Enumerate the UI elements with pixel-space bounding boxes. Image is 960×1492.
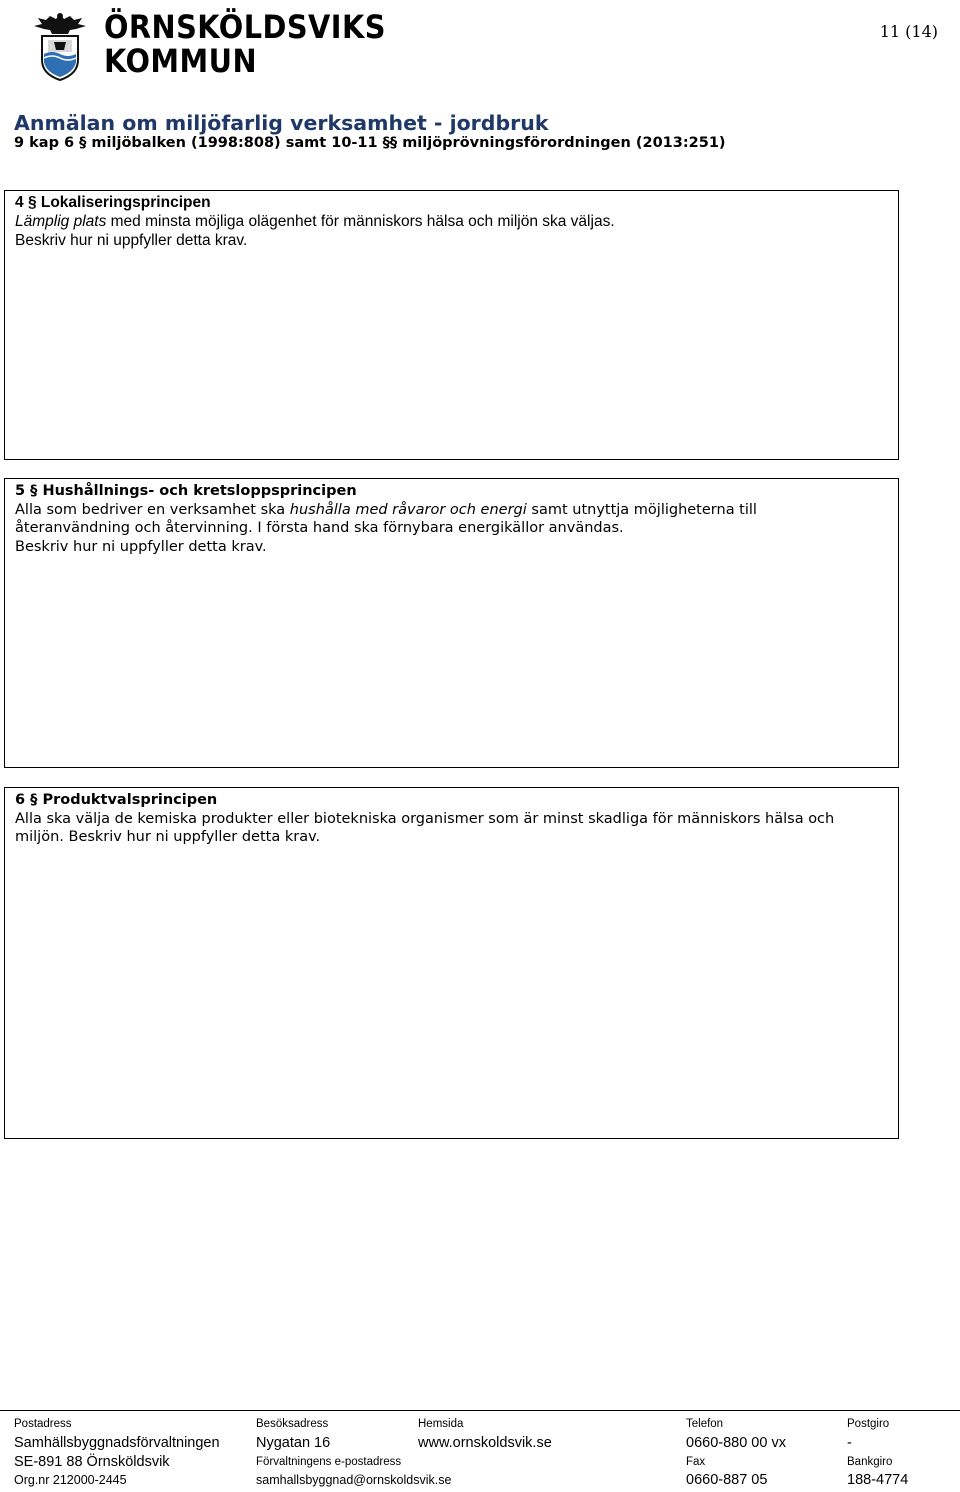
footer-telefon bbox=[686, 1416, 786, 1489]
section-number: 5 bbox=[15, 483, 26, 499]
section-5-heading bbox=[15, 482, 888, 501]
document-title: Anmälan om miljöfarlig verksamhet - jordbruk bbox=[14, 111, 549, 135]
page-footer bbox=[0, 1410, 960, 1492]
section-6-description-line-1: Alla ska välja de kemiska produkter eller biotekniska organismer som är minst skadliga för människors hälsa och bbox=[15, 810, 835, 827]
section-6-description-line-2: miljön. Beskriv hur ni uppfyller detta krav. bbox=[15, 829, 321, 845]
section-5-description-line-1 bbox=[15, 501, 888, 520]
section-title: Produktvalsprincipen bbox=[42, 792, 218, 808]
footer-label: Hemsida bbox=[418, 1418, 464, 1430]
municipality-logo bbox=[28, 8, 386, 82]
footer-postadress bbox=[14, 1416, 220, 1489]
section-4-instruction: Beskriv hur ni uppfyller detta krav. bbox=[15, 232, 248, 249]
emphasis-text: Lämplig plats bbox=[15, 213, 107, 230]
section-number: 4 bbox=[15, 194, 24, 211]
section-number: 6 bbox=[15, 792, 26, 808]
footer-value: - bbox=[847, 1435, 852, 1451]
municipality-name bbox=[104, 10, 386, 78]
footer-label: Bankgiro bbox=[847, 1456, 893, 1468]
logo-line-2: KOMMUN bbox=[104, 42, 258, 80]
section-5-description-line-2: återanvändning och återvinning. I första hand ska förnybara energikällor användas. bbox=[15, 520, 624, 536]
footer-hemsida bbox=[418, 1416, 552, 1453]
document-subtitle: 9 kap 6 § miljöbalken (1998:808) samt 10-11 §§ miljöprövningsförordningen (2013:251) bbox=[14, 135, 726, 151]
footer-value: Nygatan 16 bbox=[256, 1435, 331, 1451]
section-title: Hushållnings- och kretsloppsprincipen bbox=[42, 483, 357, 499]
description-text: Alla som bedriver en verksamhet ska bbox=[15, 501, 290, 518]
footer-postgiro bbox=[847, 1416, 908, 1489]
section-4-answer-box[interactable] bbox=[4, 190, 899, 460]
email-link[interactable]: samhallsbyggnad@ornskoldsvik.se bbox=[256, 1473, 452, 1487]
description-text: med minsta möjliga olägenhet för människors hälsa och miljön ska väljas. bbox=[106, 213, 615, 230]
footer-label: Postadress bbox=[14, 1418, 72, 1430]
section-6-heading bbox=[15, 791, 888, 810]
section-6-answer-box[interactable] bbox=[4, 787, 899, 1139]
section-5-answer-box[interactable] bbox=[4, 478, 899, 768]
footer-value: 0660-887 05 bbox=[686, 1472, 768, 1488]
footer-label: Fax bbox=[686, 1456, 706, 1468]
website-link[interactable]: www.ornskoldsvik.se bbox=[418, 1435, 552, 1451]
paragraph-sign: § bbox=[30, 792, 38, 808]
description-text: samt utnyttja möjligheterna till bbox=[526, 501, 757, 518]
footer-value: SE-891 88 Örnsköldsvik bbox=[14, 1454, 170, 1470]
footer-label: Telefon bbox=[686, 1418, 724, 1430]
logo-line-1: ÖRNSKÖLDSVIKS bbox=[104, 8, 386, 46]
section-4-heading bbox=[15, 193, 888, 212]
emphasis-text: hushålla med råvaror och energi bbox=[289, 501, 527, 518]
paragraph-sign: § bbox=[30, 483, 38, 499]
section-5-instruction: Beskriv hur ni uppfyller detta krav. bbox=[15, 538, 267, 555]
paragraph-sign: § bbox=[27, 194, 37, 211]
footer-value: 0660-880 00 vx bbox=[686, 1435, 786, 1451]
footer-label: Postgiro bbox=[847, 1418, 890, 1430]
section-title: Lokaliseringsprincipen bbox=[40, 194, 211, 211]
footer-value: Org.nr 212000-2445 bbox=[14, 1473, 127, 1487]
footer-value: 188-4774 bbox=[847, 1472, 909, 1488]
eagle-shield-icon bbox=[28, 10, 92, 82]
footer-value: Samhällsbyggnadsförvaltningen bbox=[14, 1435, 220, 1451]
footer-label: Besöksadress bbox=[256, 1418, 329, 1430]
section-4-description bbox=[15, 212, 888, 231]
page-number: 11 (14) bbox=[879, 22, 938, 41]
footer-label: Förvaltningens e-postadress bbox=[256, 1456, 402, 1468]
